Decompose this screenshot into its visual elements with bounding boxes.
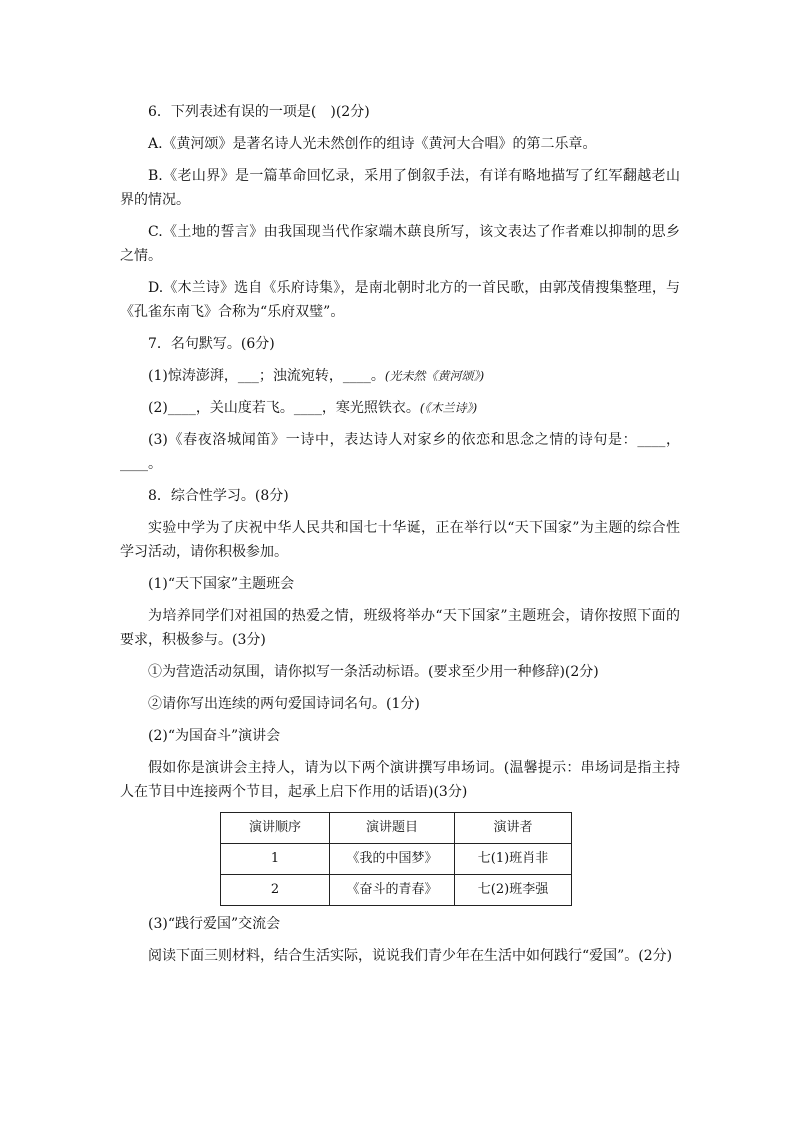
table-header-row [221, 813, 572, 844]
document-body [120, 100, 680, 976]
question-8-section-2-desc: 假如你是演讲会主持人，请为以下两个演讲撰写串场词。(温馨提示：串场词是指主持人在节目中连接两个节目，起承上启下作用的话语)(3分) [120, 760, 680, 800]
table-row [221, 875, 572, 906]
question-6-title: 6．下列表述有误的一项是( )(2分) [148, 104, 370, 120]
question-7-line-1 [120, 364, 680, 388]
question-7-line-2-text: (2)____，关山度若飞。____，寒光照铁衣。 [148, 400, 420, 416]
question-6-option-c: C.《土地的誓言》由我国现当代作家端木蕻良所写，该文表达了作者难以抑制的思乡之情。 [120, 224, 680, 264]
question-7-title: 7．名句默写。(6分) [148, 336, 275, 352]
question-6-option-a: A.《黄河颂》是著名诗人光未然创作的组诗《黄河大合唱》的第二乐章。 [148, 136, 597, 152]
question-8-intro: 实验中学为了庆祝中华人民共和国七十华诞，正在举行以“天下国家”为主题的综合性学习活动，请你积极参加。 [120, 520, 680, 560]
question-7-line-1-source: (光未然《黄河颂》) [384, 369, 485, 383]
question-8-section-3-desc: 阅读下面三则材料，结合生活实际，说说我们青少年在生活中如何践行“爱国”。(2分) [148, 948, 673, 964]
question-6-option-d: D.《木兰诗》选自《乐府诗集》，是南北朝时北方的一首民歌，由郭茂倩搜集整理，与《孔雀东南飞》合称为“乐府双璧”。 [120, 280, 680, 320]
question-8-section-1-item-b: ②请你写出连续的两句爱国诗词名句。(1分) [148, 696, 420, 712]
question-8-section-1-item-a: ①为营造活动氛围，请你拟写一条活动标语。(要求至少用一种修辞)(2分) [148, 664, 599, 680]
table-header-order: 演讲顺序 [221, 813, 330, 844]
question-8-section-1-desc: 为培养同学们对祖国的热爱之情，班级将举办“天下国家”主题班会，请你按照下面的要求，积极参与。(3分) [120, 608, 680, 648]
question-8-title: 8．综合性学习。(8分) [148, 488, 289, 504]
speech-schedule-table [220, 812, 572, 906]
question-7-line-2-source: (《木兰诗》) [419, 401, 478, 415]
question-6-option-b: B.《老山界》是一篇革命回忆录，采用了倒叙手法，有详有略地描写了红军翻越老山界的情况。 [120, 168, 680, 208]
table-cell-order: 1 [221, 844, 330, 875]
question-8-section-2-title: (2)“为国奋斗”演讲会 [148, 728, 281, 744]
table-cell-speaker: 七(1)班肖非 [455, 844, 572, 875]
table-cell-topic: 《我的中国梦》 [330, 844, 455, 875]
question-7-line-3: (3)《春夜洛城闻笛》一诗中，表达诗人对家乡的依恋和思念之情的诗句是：____，____。 [120, 432, 680, 472]
table-header-topic: 演讲题目 [330, 813, 455, 844]
question-8-section-1-title: (1)“天下国家”主题班会 [148, 576, 295, 592]
table-header-speaker: 演讲者 [455, 813, 572, 844]
table-cell-topic: 《奋斗的青春》 [330, 875, 455, 906]
question-7-line-1-text: (1)惊涛澎湃，___；浊流宛转，____。 [148, 368, 385, 384]
table-cell-order: 2 [221, 875, 330, 906]
table-cell-speaker: 七(2)班李强 [455, 875, 572, 906]
question-8-section-3-title: (3)“践行爱国”交流会 [148, 916, 281, 932]
question-7-line-2 [120, 396, 680, 420]
table-row [221, 844, 572, 875]
